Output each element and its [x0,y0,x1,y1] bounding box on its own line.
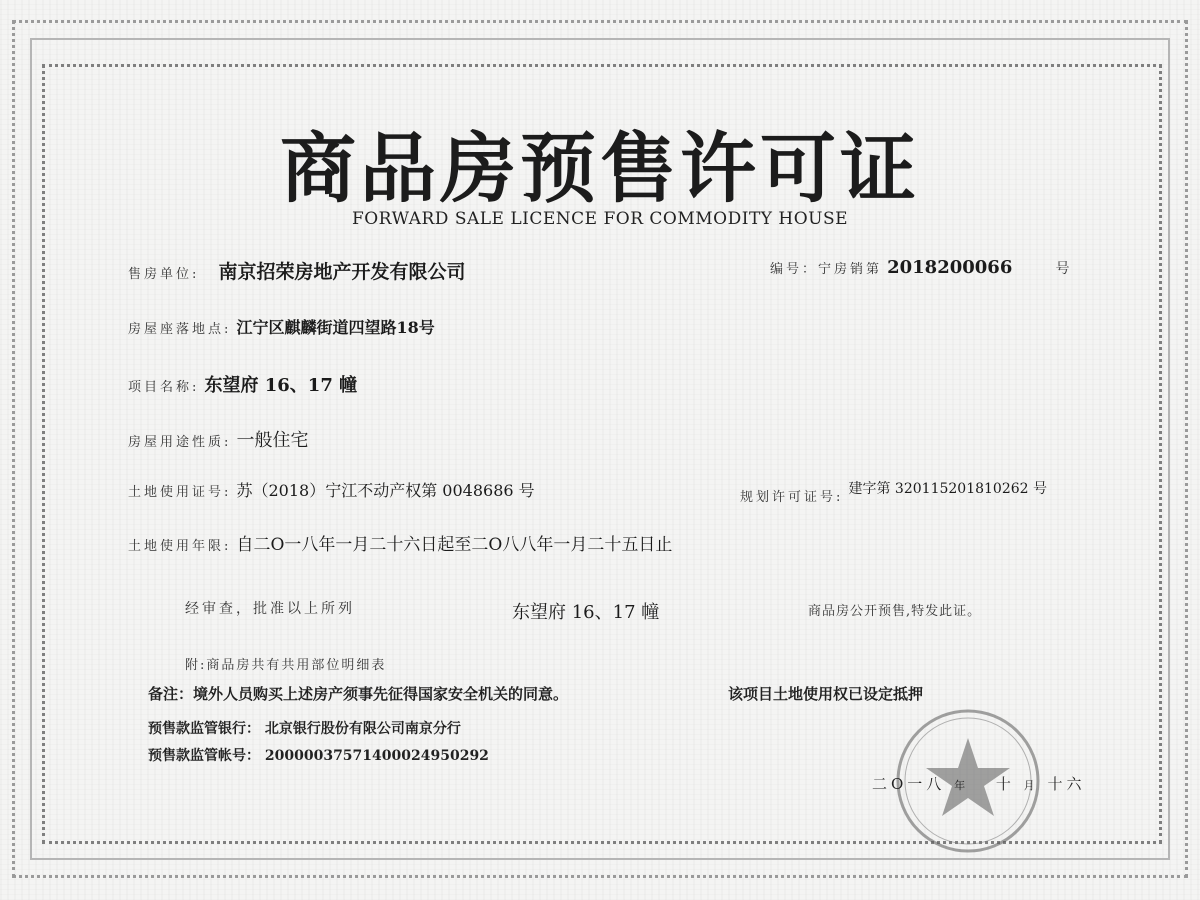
date-month: 十 [995,775,1015,793]
usage-row [128,426,308,452]
date-year: 二O一八 [872,775,946,793]
land-cert-value: 苏（2018）宁江不动产权第 0048686 号 [236,481,535,500]
certificate-title: 商品房预售许可证 [280,124,920,213]
seller-label: 售房单位: [128,267,200,282]
plan-permit-label: 规划许可证号: [740,490,844,505]
project-label: 项目名称: [128,380,200,395]
certificate-subtitle: FORWARD SALE LICENCE FOR COMMODITY HOUSE [351,209,849,229]
land-term-row [128,530,672,555]
location-row [128,315,435,338]
land-term-value: 自二O一八年一月二十六日起至二O八八年一月二十五日止 [236,535,673,555]
number-row [770,257,1069,278]
approval-prefix: 经审查，批准以上所列 [185,601,355,617]
account-row [148,745,489,765]
issue-date [872,773,1085,794]
bank-row [148,718,461,738]
land-term-label: 土地使用年限: [128,539,232,554]
plan-permit-value: 建字第 320115201810262 号 [848,481,1047,497]
project-row [128,371,357,397]
remarks-note: 备注：境外人员购买上述房产须事先征得国家安全机关的同意。 [148,685,569,703]
usage-label: 房屋用途性质: [128,435,232,450]
account-value: 20000037571400024950292 [264,748,489,764]
attachment-note: 附:商品房共有共用部位明细表 [185,658,387,673]
usage-value: 一般住宅 [236,430,309,451]
seller-value: 南京招荣房地产开发有限公司 [218,261,466,283]
approval-suffix: 商品房公开预售,特发此证。 [808,604,982,619]
date-month-unit: 月 [1023,779,1039,792]
approval-project: 东望府 16、17 幢 [512,602,660,623]
seller-row [128,257,466,284]
number-value: 2018200066 [887,257,1013,278]
number-label: 编号：宁房销第 [770,262,883,277]
location-label: 房屋座落地点: [128,322,232,337]
mortgage-note: 该项目土地使用权已设定抵押 [728,685,924,703]
location-value: 江宁区麒麟街道四望路18号 [236,318,435,337]
bank-value: 北京银行股份有限公司南京分行 [264,721,461,737]
bank-label: 预售款监管银行： [148,721,260,737]
date-day: 十六 [1047,775,1086,793]
plan-permit-row [740,478,1047,505]
project-value: 东望府 16、17 幢 [204,375,358,396]
date-year-unit: 年 [954,779,970,792]
land-cert-label: 土地使用证号: [128,485,232,500]
land-cert-row [128,478,535,501]
account-label: 预售款监管帐号： [148,748,260,764]
number-suffix: 号 [1055,261,1070,277]
